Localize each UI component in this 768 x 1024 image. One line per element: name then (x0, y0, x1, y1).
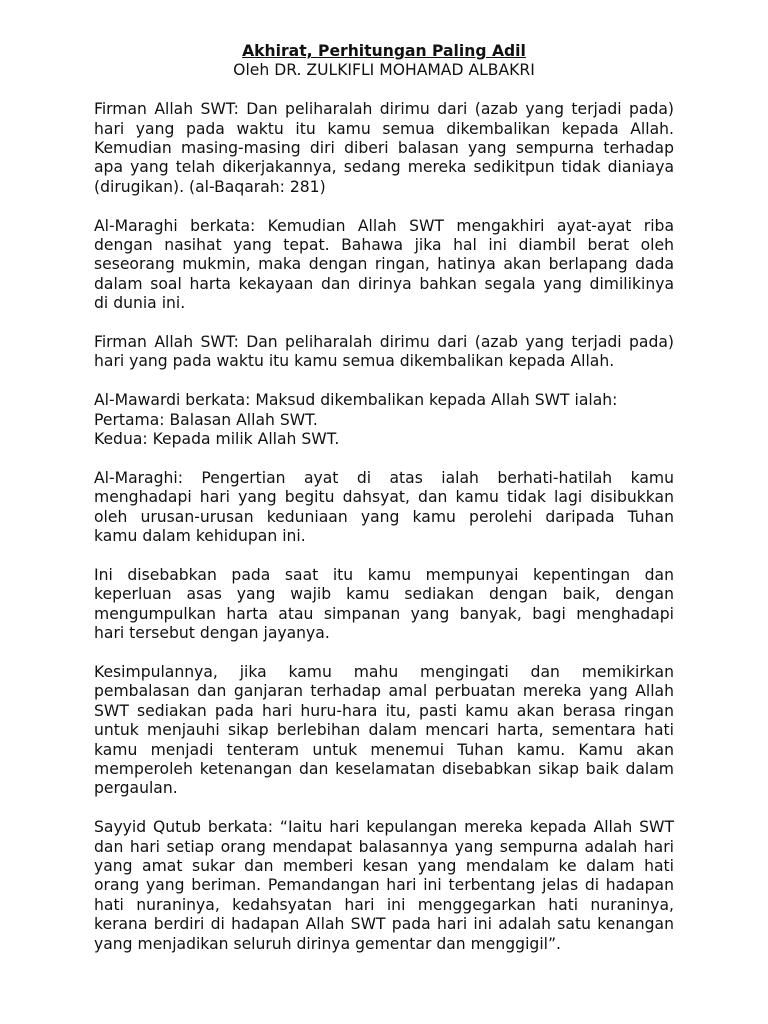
document-body (94, 100, 674, 954)
paragraph-line: dan hari setiap orang mendapat balasannya yang sempurna adalah hari (94, 837, 674, 856)
paragraph-line: kamu menjadi tenteram untuk menemui Tuhan kamu. Kamu akan (94, 740, 674, 759)
paragraph (94, 818, 674, 954)
paragraph-line: SWT sediakan pada hari huru-hara itu, pasti kamu akan berasa ringan (94, 701, 674, 720)
document-author: Oleh DR. ZULKIFLI MOHAMAD ALBAKRI (233, 61, 535, 80)
paragraph (94, 663, 674, 799)
paragraph-line: hari tersebut dengan jayanya. (94, 624, 330, 643)
paragraph-line: oleh urusan-urusan keduniaan yang kamu perolehi daripada Tuhan (94, 507, 674, 526)
document-title: Akhirat, Perhitungan Paling Adil (242, 42, 526, 60)
paragraph (94, 217, 674, 314)
paragraph-line: Kedua: Kepada milik Allah SWT. (94, 430, 340, 449)
paragraph-line: Al-Maraghi: Pengertian ayat di atas ialah berhati-hatilah kamu (94, 468, 674, 487)
paragraph-line: dengan nasihat yang tepat. Bahawa jika hal ini diambil berat oleh (94, 236, 674, 255)
paragraph-line: untuk menjauhi sikap berlebihan dalam mencari harta, sementara hati (94, 721, 674, 740)
paragraph-line: pergaulan. (94, 779, 178, 798)
paragraph-line: orang yang beriman. Pemandangan hari ini terbentang jelas di hadapan (94, 876, 674, 895)
paragraph-line: Al-Mawardi berkata: Maksud dikembalikan kepada Allah SWT ialah: (94, 391, 618, 410)
paragraph-line: keperluan asas yang wajib kamu sediakan dengan baik, dengan (94, 585, 674, 604)
paragraph (94, 566, 674, 644)
paragraph-line: menghadapi hari yang begitu dahsyat, dan kamu tidak lagi disibukkan (94, 488, 674, 507)
document-page (94, 42, 674, 973)
paragraph-line: hati nuraninya, kedahsyatan hari ini menggegarkan hati nuraninya, (94, 895, 674, 914)
paragraph-line: Sayyid Qutub berkata: “Iaitu hari kepulangan mereka kepada Allah SWT (94, 818, 674, 837)
paragraph-line: kamu dalam kehidupan ini. (94, 527, 306, 546)
paragraph-line: dalam soal harta kekayaan dan dirinya bahkan segala yang dimilikinya (94, 274, 674, 293)
paragraph-line: memperoleh ketenangan dan keselamatan disebabkan sikap baik dalam (94, 759, 674, 778)
paragraph-line: pembalasan dan ganjaran terhadap amal perbuatan mereka yang Allah (94, 682, 674, 701)
paragraph-line: (dirugikan). (al-Baqarah: 281) (94, 177, 326, 196)
paragraph-line: yang amat sukar dan memberi kesan yang mendalam ke dalam hati (94, 856, 674, 875)
paragraph-line: Kemudian masing-masing diri diberi balasan yang sempurna terhadap (94, 139, 674, 158)
paragraph-line: kerana berdiri di hadapan Allah SWT pada hari ini adalah satu kenangan (94, 915, 674, 934)
paragraph-line: yang menjadikan seluruh dirinya gementar dan menggigil”. (94, 934, 562, 953)
paragraph-line: Kesimpulannya, jika kamu mahu mengingati dan memikirkan (94, 662, 674, 681)
paragraph-line: apa yang telah dikerjakannya, sedang mereka sedikitpun tidak dianiaya (94, 158, 674, 177)
paragraph-line: hari yang pada waktu itu kamu semua dikembalikan kepada Allah. (94, 352, 615, 371)
paragraph (94, 333, 674, 372)
paragraph (94, 469, 674, 547)
paragraph (94, 391, 674, 449)
paragraph-line: Al-Maraghi berkata: Kemudian Allah SWT mengakhiri ayat-ayat riba (94, 216, 674, 235)
paragraph-line: Firman Allah SWT: Dan peliharalah dirimu dari (azab yang terjadi pada) (94, 333, 674, 352)
paragraph-line: Ini disebabkan pada saat itu kamu mempunyai kepentingan dan (94, 565, 674, 584)
paragraph-line: mengumpulkan harta atau simpanan yang banyak, bagi menghadapi (94, 604, 674, 623)
paragraph-line: Pertama: Balasan Allah SWT. (94, 410, 318, 429)
paragraph (94, 100, 674, 197)
paragraph-line: hari yang pada waktu itu kamu semua dikembalikan kepada Allah. (94, 119, 674, 138)
paragraph-line: di dunia ini. (94, 294, 186, 313)
paragraph-line: Firman Allah SWT: Dan peliharalah dirimu dari (azab yang terjadi pada) (94, 100, 674, 119)
paragraph-line: seseorang mukmin, maka dengan ringan, hatinya akan berlapang dada (94, 255, 674, 274)
